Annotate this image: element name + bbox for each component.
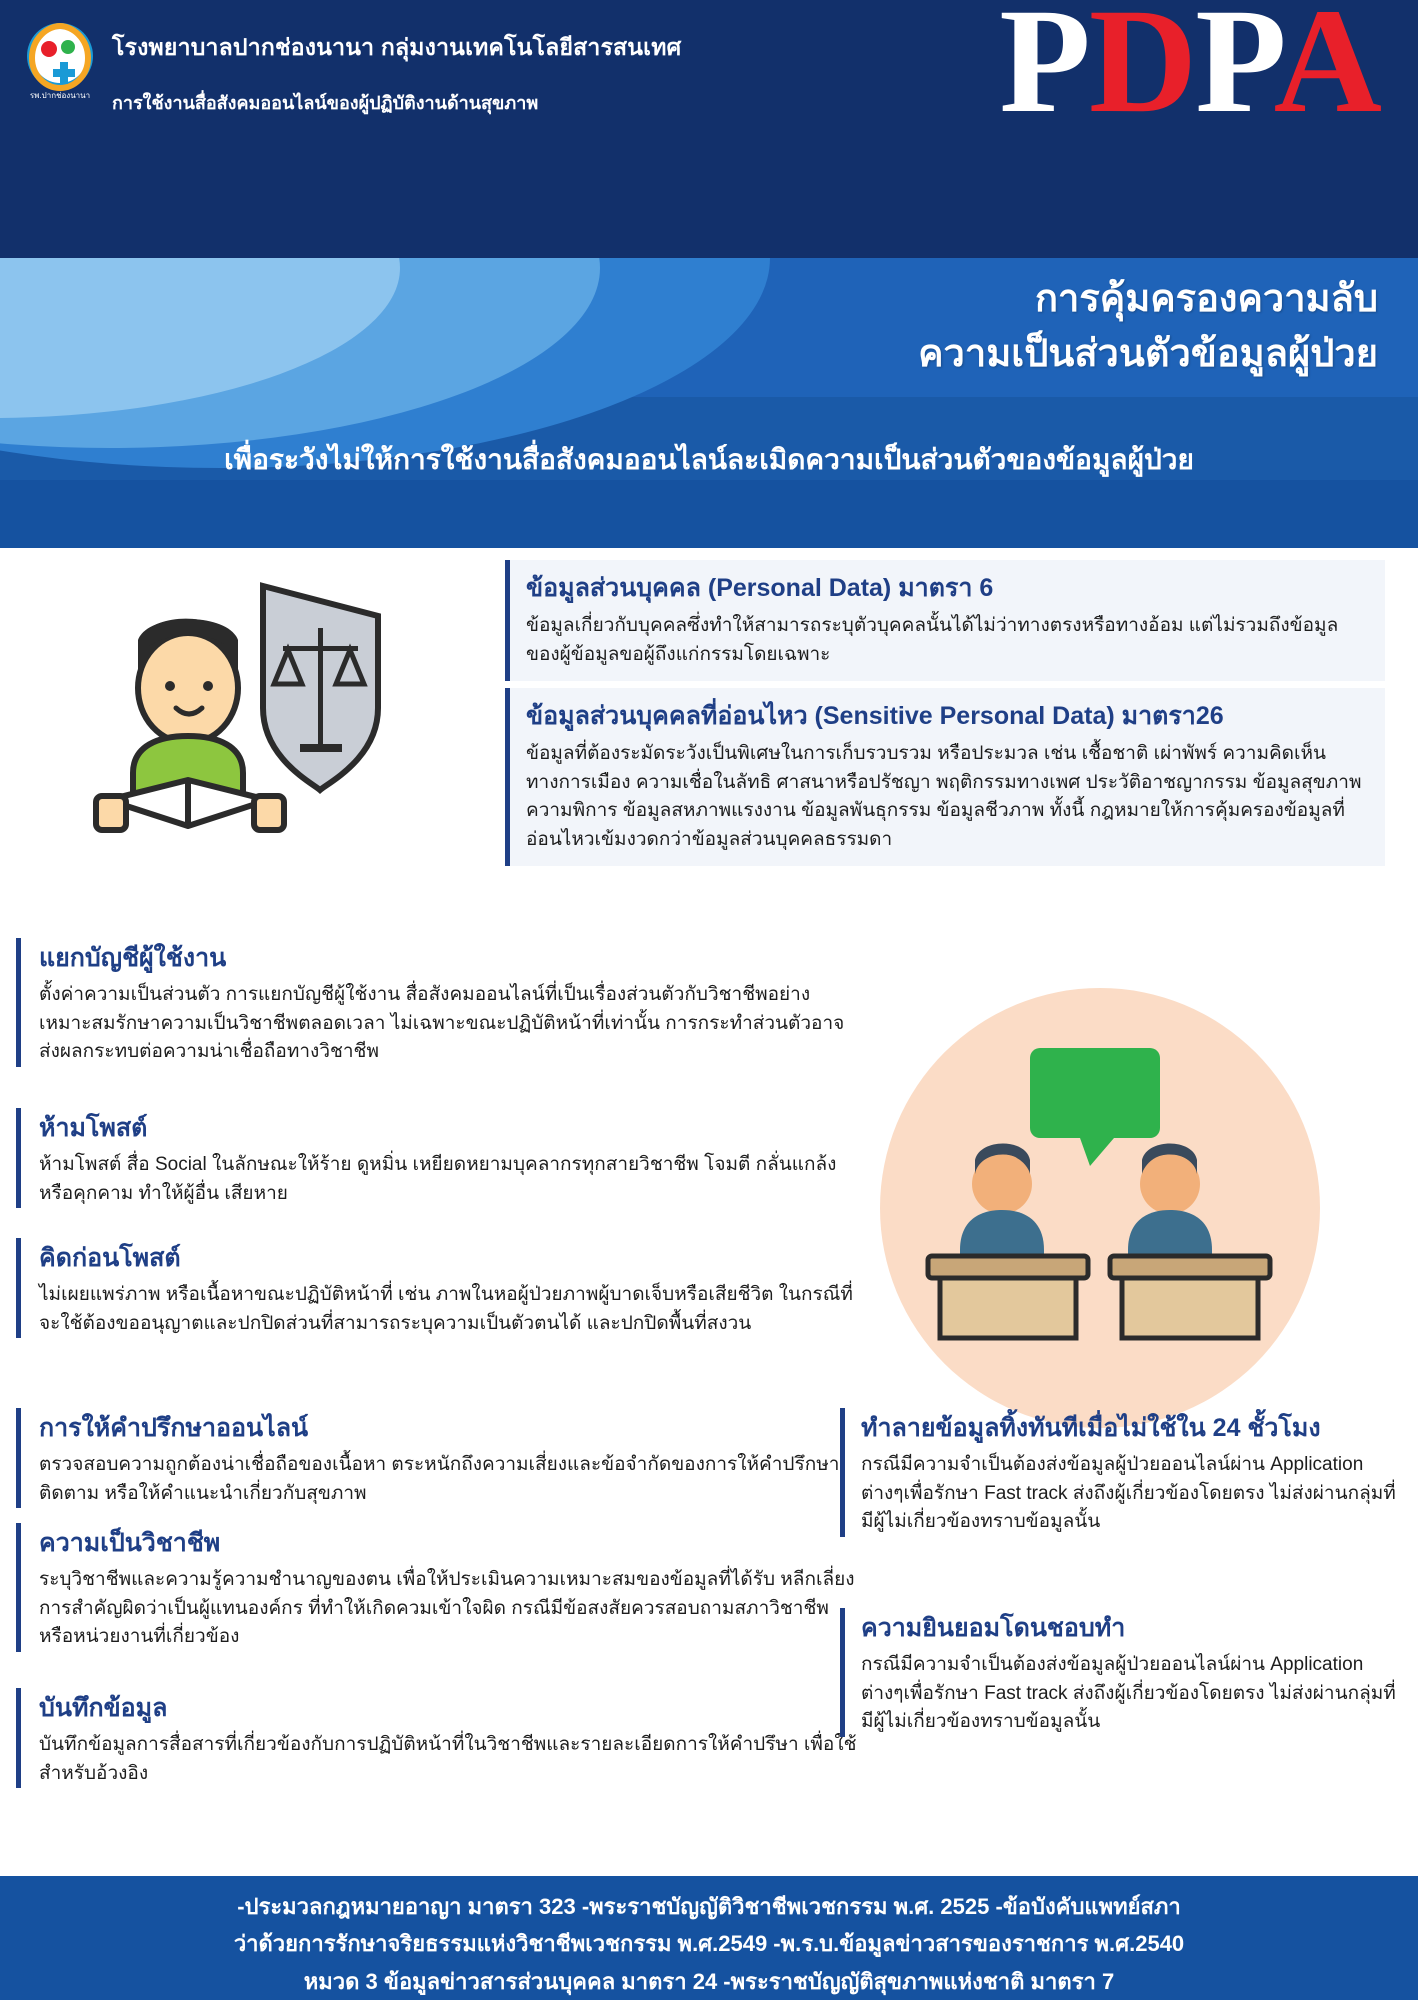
card-sensitive-body: ข้อมูลที่ต้องระมัดระวังเป็นพิเศษในการเก็บรวบรวม หรือประมวล เช่น เชื้อชาติ เผ่าพัพร์ ความคิดเห็นทางการเมือง ความเชื่อในลัทธิ ศาสนาหรือปรัชญา พฤติกรรมทางเพศ ประวัติอาชญากรรม ข้อมูลสุขภาพความพิการ ข้อมูลสหภาพแรงงาน ข้อมูลพันธุกรรม ข้อมูลชีวภาพ ทั้งนี้ กฎหมายให้การคุ้มครองข้อมูลที่อ่อนไหวเข้มงวดกว่าข้อมูลส่วนบุคคลธรรมดา (526, 743, 1362, 850)
item-heading: แยกบัญชีผู้ใช้งาน (39, 944, 227, 972)
list-item (16, 1108, 861, 1208)
pdpa-wordmark (999, 0, 1380, 144)
page-title-line2: ความเป็นส่วนตัวข้อมูลผู้ป่วย (918, 333, 1378, 376)
hospital-logo (18, 18, 102, 102)
card-sensitive-heading: ข้อมูลส่วนบุคคลที่อ่อนไหว (Sensitive Personal Data) มาตรา26 (526, 702, 1224, 730)
item-heading: ห้ามโพสต์ (39, 1114, 148, 1142)
item-heading: บันทึกข้อมูล (39, 1694, 168, 1722)
item-body: ตั้งค่าความเป็นส่วนตัว การแยกบัญชีผู้ใช้งาน สื่อสังคมออนไลน์ที่เป็นเรื่องส่วนตัวกับวิชาชีพอย่างเหมาะสมรักษาความเป็นวิชาชีพตลอดเวลา ไม่เฉพาะขณะปฏิบัติหน้าที่เท่านั้น การกระทำส่วนตัวอาจส่งผลกระทบต่อความน่าเชื่อถือทางวิชาชีพ (39, 984, 845, 1062)
page-subtitle: เพื่อระวังไม่ให้การใช้งานสื่อสังคมออนไลน์ละเมิดความเป็นส่วนตัวของข้อมูลผู้ป่วย (224, 444, 1194, 475)
main-content (0, 548, 1418, 1876)
footer-line-2: ว่าด้วยการรักษาจริยธรรมแห่งวิชาชีพเวชกรรม พ.ศ.2549 -พ.ร.บ.ข้อมูลข่าวสารของราชการ พ.ศ.2540 (233, 1931, 1185, 1957)
org-subtitle: การใช้งานสื่อสังคมออนไลน์ของผู้ปฏิบัติงานด้านสุขภาพ (112, 93, 539, 113)
pdpa-letter-p1: P (999, 0, 1089, 144)
item-body: บันทึกข้อมูลการสื่อสารที่เกี่ยวข้องกับการปฏิบัติหน้าที่ในวิชาชีพและรายละเอียดการให้คำปรึษา เพื่อใช้สำหรับอ้วงอิง (39, 1734, 857, 1784)
card-personal-data (505, 560, 1385, 681)
footer-line-1: -ประมวลกฎหมายอาญา มาตรา 323 -พระราชบัญญัติวิชาชีพเวชกรรม พ.ศ. 2525 -ข้อบังคับแพทย์สภา (237, 1894, 1181, 1919)
page-footer (0, 1876, 1418, 2000)
page-header (0, 0, 1418, 258)
band-bottom-strip (0, 480, 1418, 548)
card-personal-heading: ข้อมูลส่วนบุคคล (Personal Data) มาตรา 6 (526, 574, 994, 602)
card-personal-body: ข้อมูลเกี่ยวกับบุคคลซึ่งทำให้สามารถระบุตัวบุคคลนั้นได้ไม่ว่าทางตรงหรือทางอ้อม แต่ไม่รวมถึงข้อมูลของผู้ข้อมูลขอผู้ถึงแก่กรรมโดยเฉพาะ (526, 615, 1339, 665)
header-text-block (112, 30, 752, 117)
pdpa-letter-a: A (1273, 0, 1380, 144)
card-sensitive-data (505, 688, 1385, 866)
pdpa-letter-d: D (1088, 0, 1196, 144)
item-body: กรณีมีความจำเป็นต้องส่งข้อมูลผู้ป่วยออนไลน์ผ่าน Application ต่างๆเพื่อรักษา Fast track ส่งถึงผู้เกี่ยวข้องโดยตรง ไม่ส่งผ่านกลุ่มที่มีผู้ไม่เกี่ยวข้องทราบข้อมูลนั้น (861, 1654, 1396, 1732)
item-body: ห้ามโพสต์ สื่อ Social ในลักษณะให้ร้าย ดูหมิ่น เหยียดหยามบุคลากรทุกสายวิชาชีพ โจมตี กลั่นแกล้ง หรือคุกคาม ทำให้ผู้อื่น เสียหาย (39, 1154, 837, 1204)
item-body: ไม่เผยแพร่ภาพ หรือเนื้อหาขณะปฏิบัติหน้าที่ เช่น ภาพในหอผู้ป่วยภาพผู้บาดเจ็บหรือเสียชีวิต ในกรณีที่จะใช้ต้องขออนุญาตและปกปิดส่วนที่สามารถระบุความเป็นตัวตนได้ และปกปิดพื้นที่สงวน (39, 1284, 853, 1334)
item-heading: ความเป็นวิชาชีพ (39, 1529, 221, 1557)
pdpa-letter-p2: P (1195, 0, 1274, 144)
item-heading: การให้คำปรึกษาออนไลน์ (39, 1414, 309, 1442)
list-item (840, 1608, 1400, 1737)
title-band (0, 258, 1418, 548)
consultation-illustration (880, 988, 1320, 1428)
list-item (16, 938, 861, 1067)
list-item (16, 1688, 861, 1788)
item-heading: คิดก่อนโพสต์ (39, 1244, 181, 1272)
item-body: กรณีมีความจำเป็นต้องส่งข้อมูลผู้ป่วยออนไลน์ผ่าน Application ต่างๆเพื่อรักษา Fast track ส่งถึงผู้เกี่ยวข้องโดยตรง ไม่ส่งผ่านกลุ่มที่มีผู้ไม่เกี่ยวข้องทราบข้อมูลนั้น (861, 1454, 1396, 1532)
item-body: ระบุวิชาชีพและความรู้ความชำนาญของตน เพื่อให้ประเมินความเหมาะสมของข้อมูลที่ได้รับ หลีกเลี่ยงการสำคัญผิดว่าเป็นผู้แทนองค์กร ที่ทำให้เกิดควมเข้าใจผิด กรณีมีข้อสงสัยควรสอบถามสภาวิชาชีพหรือหน่วยงานที่เกี่ยวข้อง (39, 1569, 855, 1647)
list-item (840, 1408, 1400, 1537)
item-body: ตรวจสอบความถูกต้องน่าเชื่อถือของเนื้อหา ตระหนักถึงความเสี่ยงและข้อจำกัดของการให้คำปรึกษา ติดตาม หรือให้คำแนะนำเกี่ยวกับสุขภาพ (39, 1454, 840, 1504)
page-title (918, 272, 1378, 382)
reader-with-shield-illustration (78, 568, 408, 848)
list-item (16, 1238, 861, 1338)
footer-line-3: หมวด 3 ข้อมูลข่าวสารส่วนบุคคล มาตรา 24 -พระราชบัญญัติสุขภาพแห่งชาติ มาตรา 7 (303, 1968, 1115, 1994)
item-heading: ความยินยอมโดนชอบทำ (861, 1614, 1126, 1642)
page-title-line1: การคุ้มครองความลับ (1035, 278, 1378, 320)
svg-text:รพ.ปากช่องนานา: รพ.ปากช่องนานา (29, 91, 91, 100)
item-heading: ทำลายข้อมูลทิ้งทันทีเมื่อไม่ใช้ใน 24 ชั้วโมง (861, 1414, 1321, 1442)
list-item (16, 1408, 861, 1508)
list-item (16, 1523, 861, 1652)
org-name: โรงพยาบาลปากช่องนานา กลุ่มงานเทคโนโลยีสารสนเทศ (112, 34, 682, 60)
